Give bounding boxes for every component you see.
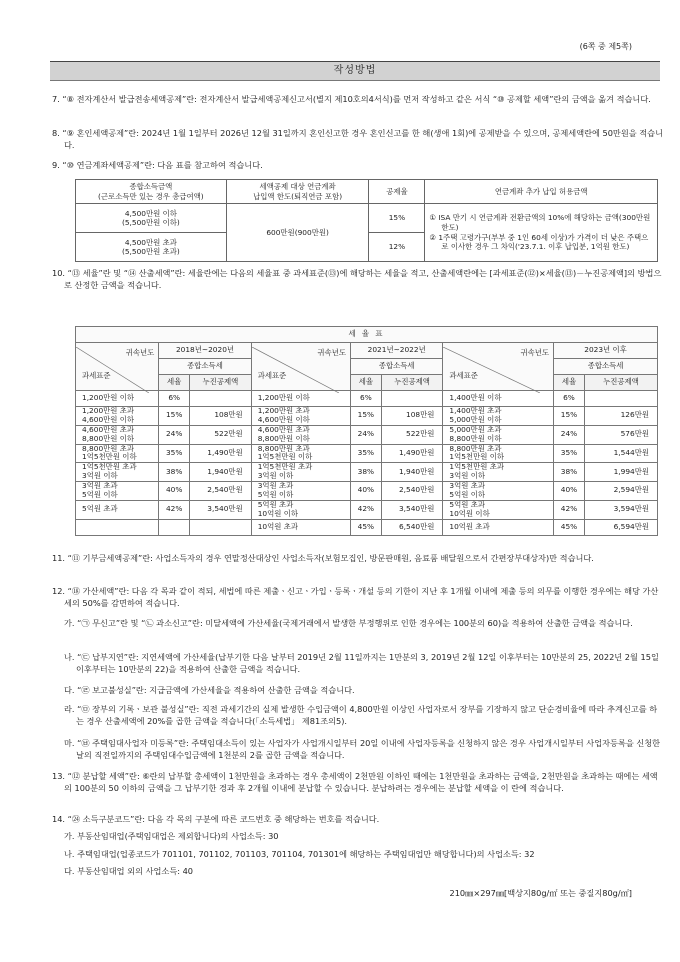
instruction-item-7: 7. “⑧ 전자계산서 발급전송세액공제”란: 전자계산서 발급세액공제신고서(별지 제10호의4서식)를 먼저 작성하고 같은 서식 “⑩ 공제할 세액”란의 금액을 옮겨 적습니다. [52, 94, 651, 104]
tax-table-row [76, 482, 658, 501]
tax-rate-cell: 38% [554, 463, 585, 482]
tax-rate-cell: 40% [159, 482, 190, 501]
tax-deduction-cell [381, 391, 443, 407]
tax-rate-cell: 24% [350, 425, 381, 444]
pension-income-low: 4,500만원 이하 (5,500만원 이하) [76, 204, 227, 233]
tax-base-cell: 3억원 초과 5억원 이하 [76, 482, 159, 501]
instruction-item-12-ra: 라. “㉤ 장부의 기록ㆍ보관 불성실”란: 직전 과세기간의 실제 발생한 수입금액이 4,800만원 이상인 사업자로서 장부를 기장하지 않고 단순경비율에 따라 추계신고를 하는 경우 산출세액에 20%를 곱한 금액을 적습니다(「소득세법」 제81조의5). [64, 704, 658, 726]
tax-comprehensive-label: 종합소득세 [350, 359, 442, 375]
tax-rate-cell: 15% [350, 407, 381, 426]
instruction-item-12: 12. “⑱ 가산세액”란: 다음 각 목과 같이 적되, 세법에 따른 제출ㆍ신고ㆍ가입ㆍ등록ㆍ개설 등의 기한이 지난 후 1개월 이내에 제출 등의 의무를 이행한 경우에는 해당 가산세의 50%를 감면하여 적습니다. [52, 586, 659, 608]
pension-limit-value: 600만원(900만원) [226, 204, 369, 262]
tax-rate-cell: 38% [159, 463, 190, 482]
pension-income-high: 4,500만원 초과 (5,500만원 초과) [76, 233, 227, 262]
tax-rate-cell: 45% [350, 519, 381, 535]
tax-base-cell: 1억5천만원 초과 3억원 이하 [251, 463, 350, 482]
instruction-item-14-na: 나. 주택임대업(업종코드가 701101, 701102, 701103, 701104, 701301에 해당하는 주택임대업만 해당합니다)의 사업소득: 32 [64, 849, 535, 859]
tax-period-2018: 2018년~2020년 [159, 343, 251, 359]
tax-deduction-cell: 126만원 [584, 407, 657, 426]
instruction-item-8: 8. “⑨ 혼인세액공제”란: 2024년 1월 1일부터 2026년 12월 31일까지 혼인신고한 경우 혼인신고를 한 해(생애 1회)에 공제받을 수 있으며, 공제세액란에 50만원을 적습니다. [52, 128, 663, 150]
paper-spec-footer: 210㎜×297㎜[백상지80g/㎡ 또는 중질지80g/㎡] [449, 888, 632, 898]
tax-base-label: 과세표준 [82, 370, 111, 380]
tax-rate-cell: 45% [554, 519, 585, 535]
tax-base-cell: 1,400만원 초과 5,000만원 이하 [443, 407, 554, 426]
tax-deduction-cell: 2,540만원 [381, 482, 443, 501]
tax-table-row [76, 425, 658, 444]
tax-base-cell: 1,200만원 초과 4,600만원 이하 [251, 407, 350, 426]
instruction-item-14-da: 다. 부동산임대업 외의 사업소득: 40 [64, 866, 194, 876]
tax-table-row [76, 500, 658, 519]
tax-table-body [76, 391, 658, 536]
tax-deduction-header: 누진공제액 [190, 375, 252, 391]
tax-corner-2 [251, 343, 350, 391]
tax-base-cell: 4,600만원 초과 8,800만원 이하 [251, 425, 350, 444]
instruction-item-12-ga: 가. “㉠ 무신고”란 및 “㉡ 과소신고”란: 미달세액에 가산세율(국제거래에서 발생한 부정행위로 인한 경우에는 100분의 60)을 적용하여 산출한 금액을 적습니다. [64, 618, 633, 628]
tax-base-cell: 3억원 초과 5억원 이하 [251, 482, 350, 501]
tax-table-row [76, 519, 658, 535]
tax-deduction-cell: 3,594만원 [584, 500, 657, 519]
tax-deduction-cell: 2,540만원 [190, 482, 252, 501]
instruction-item-9: 9. “⑩ 연금계좌세액공제”란: 다음 표를 참고하여 적습니다. [52, 160, 263, 170]
tax-rate-cell: 35% [350, 444, 381, 463]
tax-rate-cell: 42% [159, 500, 190, 519]
tax-base-cell [76, 519, 159, 535]
tax-rate-cell [159, 519, 190, 535]
tax-deduction-cell: 576만원 [584, 425, 657, 444]
tax-deduction-cell: 522만원 [381, 425, 443, 444]
tax-table-row [76, 444, 658, 463]
tax-rate-cell: 24% [159, 425, 190, 444]
tax-table-row [76, 407, 658, 426]
tax-base-label: 과세표준 [257, 370, 287, 380]
instruction-item-12-ma: 마. “㉥ 주택임대사업자 미등록”란: 주택임대소득이 있는 사업자가 사업개시일부터 20일 이내에 사업자등록을 신청하지 않은 경우 사업개시일부터 사업자등록을 신청한 날의 직전일까지의 주택임대수입금액에 1천분의 2를 곱한 금액을 적습니다. [64, 738, 661, 760]
tax-base-cell: 8,800만원 초과 1억5천만원 이하 [76, 444, 159, 463]
tax-deduction-cell: 6,594만원 [584, 519, 657, 535]
pension-note-house: ② 1주택 고령가구(부부 중 1인 60세 이상)가 가격이 더 낮은 주택으로 이사한 경우 그 차익('23.7.1. 이후 납입분, 1억원 한도) [429, 232, 649, 252]
tax-rate-header: 세율 [554, 375, 585, 391]
tax-rate-cell: 38% [350, 463, 381, 482]
tax-deduction-cell: 1,544만원 [584, 444, 657, 463]
tax-deduction-cell [190, 519, 252, 535]
tax-deduction-header: 누진공제액 [584, 375, 657, 391]
tax-deduction-cell: 108만원 [381, 407, 443, 426]
tax-period-2023: 2023년 이후 [554, 343, 658, 359]
tax-base-cell: 5억원 초과 10억원 이하 [443, 500, 554, 519]
tax-comprehensive-label: 종합소득세 [554, 359, 658, 375]
tax-rate-cell: 15% [159, 407, 190, 426]
pension-header-limit: 세액공제 대상 연금계좌 납입액 한도(퇴직연금 포함) [226, 180, 369, 204]
tax-rate-cell: 35% [159, 444, 190, 463]
tax-corner-1 [76, 343, 159, 391]
tax-rate-cell: 24% [554, 425, 585, 444]
tax-base-cell: 1,200만원 이하 [251, 391, 350, 407]
pension-note-isa: ① ISA 만기 시 연금계좌 전환금액의 10%에 해당하는 금액(300만원 한도) [429, 212, 651, 232]
tax-deduction-cell: 3,540만원 [190, 500, 252, 519]
pension-deduction-table [75, 179, 658, 262]
tax-period-2021: 2021년~2022년 [350, 343, 442, 359]
instruction-item-13: 13. “⑫ 분납할 세액”란: ⑥란의 납부할 총세액이 1천만원을 초과하는 경우 총세액이 2천만원 이하인 때에는 1천만원을 초과하는 금액을, 2천만원을 초과하는 때에는 세액의 100분의 50 이하의 금액을 그 납부기한 경과 후 2개월 이내에 분납할 수 있습니다. 분납하려는 경우에는 분납할 세액을 이 란에 적습니다. [52, 771, 658, 793]
tax-table-title: 세 율 표 [76, 327, 658, 343]
tax-rate-cell: 42% [350, 500, 381, 519]
tax-base-cell: 1,200만원 초과 4,600만원 이하 [76, 407, 159, 426]
tax-deduction-cell: 1,994만원 [584, 463, 657, 482]
tax-base-cell: 8,800만원 초과 1억5천만원 이하 [251, 444, 350, 463]
tax-rate-header: 세율 [159, 375, 190, 391]
tax-base-cell: 5,000만원 초과 8,800만원 이하 [443, 425, 554, 444]
tax-corner-3 [443, 343, 554, 391]
tax-rate-cell: 6% [554, 391, 585, 407]
tax-table-row [76, 463, 658, 482]
tax-base-cell: 10억원 초과 [251, 519, 350, 535]
pension-rate-15: 15% [369, 204, 425, 233]
tax-base-cell: 1억5천만원 초과 3억원 이하 [76, 463, 159, 482]
tax-rate-table [75, 326, 658, 536]
tax-base-label: 과세표준 [449, 370, 478, 380]
tax-deduction-cell: 3,540만원 [381, 500, 443, 519]
tax-deduction-header: 누진공제액 [381, 375, 443, 391]
tax-base-cell: 1억5천만원 초과 3억원 이하 [443, 463, 554, 482]
page-number: (6쪽 중 제5쪽) [579, 42, 632, 51]
tax-deduction-cell [190, 391, 252, 407]
tax-base-cell: 1,200만원 이하 [76, 391, 159, 407]
tax-base-cell: 5억원 초과 10억원 이하 [251, 500, 350, 519]
tax-rate-cell: 35% [554, 444, 585, 463]
tax-rate-cell: 6% [159, 391, 190, 407]
instruction-item-12-na: 나. “㉢ 납부지연”란: 지연세액에 가산세율(납부기한 다음 날부터 2019년 2월 11일까지는 1만분의 3, 2019년 2월 12일 이후부터는 10만분의 25, 2022년 2월 15일 이후부터는 10만분의 22)을 적용하여 산출한 금액을 적습니다. [64, 652, 659, 674]
instruction-item-12-da: 다. “㉣ 보고불성실”란: 지급금액에 가산세율을 적용하여 산출한 금액을 적습니다. [64, 685, 355, 695]
tax-base-cell: 3억원 초과 5억원 이하 [443, 482, 554, 501]
tax-deduction-cell: 2,594만원 [584, 482, 657, 501]
tax-base-cell: 10억원 초과 [443, 519, 554, 535]
instruction-item-10: 10. “⑬ 세율”란 및 “⑭ 산출세액”란: 세율란에는 다음의 세율표 중 과세표준(⑬)에 해당하는 세율을 적고, 산출세액란에는 [과세표준(⑫)×세율(⑬)－누진공제액]의 방법으로 산정한 금액을 적습니다. [52, 268, 662, 290]
tax-table-row [76, 391, 658, 407]
pension-rate-12: 12% [369, 233, 425, 262]
pension-header-income: 종합소득금액 (근로소득만 있는 경우 총급여액) [76, 180, 227, 204]
instruction-item-14: 14. “㉔ 소득구분코드”란: 다음 각 목의 구분에 따른 코드번호 중 해당하는 번호를 적습니다. [52, 814, 380, 824]
tax-base-cell: 1,400만원 이하 [443, 391, 554, 407]
tax-comprehensive-label: 종합소득세 [159, 359, 251, 375]
tax-attr-year-label: 귀속년도 [317, 347, 346, 357]
pension-header-rate: 공제율 [369, 180, 425, 204]
section-title: 작성방법 [50, 61, 660, 81]
tax-attr-year-label: 귀속년도 [125, 347, 155, 357]
tax-deduction-cell: 108만원 [190, 407, 252, 426]
tax-deduction-cell: 1,940만원 [190, 463, 252, 482]
tax-base-cell: 8,800만원 초과 1억5천만원 이하 [443, 444, 554, 463]
tax-deduction-cell: 1,490만원 [190, 444, 252, 463]
tax-rate-cell: 6% [350, 391, 381, 407]
tax-deduction-cell: 522만원 [190, 425, 252, 444]
tax-deduction-cell: 1,490만원 [381, 444, 443, 463]
tax-rate-header: 세율 [350, 375, 381, 391]
instruction-item-14-ga: 가. 부동산임대업(주택임대업은 제외합니다)의 사업소득: 30 [64, 831, 279, 841]
tax-rate-cell: 40% [554, 482, 585, 501]
pension-header-extra: 연금계좌 추가 납입 허용금액 [425, 180, 658, 204]
tax-deduction-cell [584, 391, 657, 407]
pension-extra-notes [425, 204, 658, 262]
tax-deduction-cell: 1,940만원 [381, 463, 443, 482]
tax-base-cell: 4,600만원 초과 8,800만원 이하 [76, 425, 159, 444]
tax-attr-year-label: 귀속년도 [520, 347, 550, 357]
tax-rate-cell: 42% [554, 500, 585, 519]
tax-deduction-cell: 6,540만원 [381, 519, 443, 535]
tax-rate-cell: 40% [350, 482, 381, 501]
tax-rate-cell: 15% [554, 407, 585, 426]
instruction-item-11: 11. “⑪ 기부금세액공제”란: 사업소득자의 경우 연말정산대상인 사업소득자(보험모집인, 방문판매원, 음료품 배달원으로서 간편장부대상자)만 적습니다. [52, 553, 594, 563]
tax-base-cell: 5억원 초과 [76, 500, 159, 519]
